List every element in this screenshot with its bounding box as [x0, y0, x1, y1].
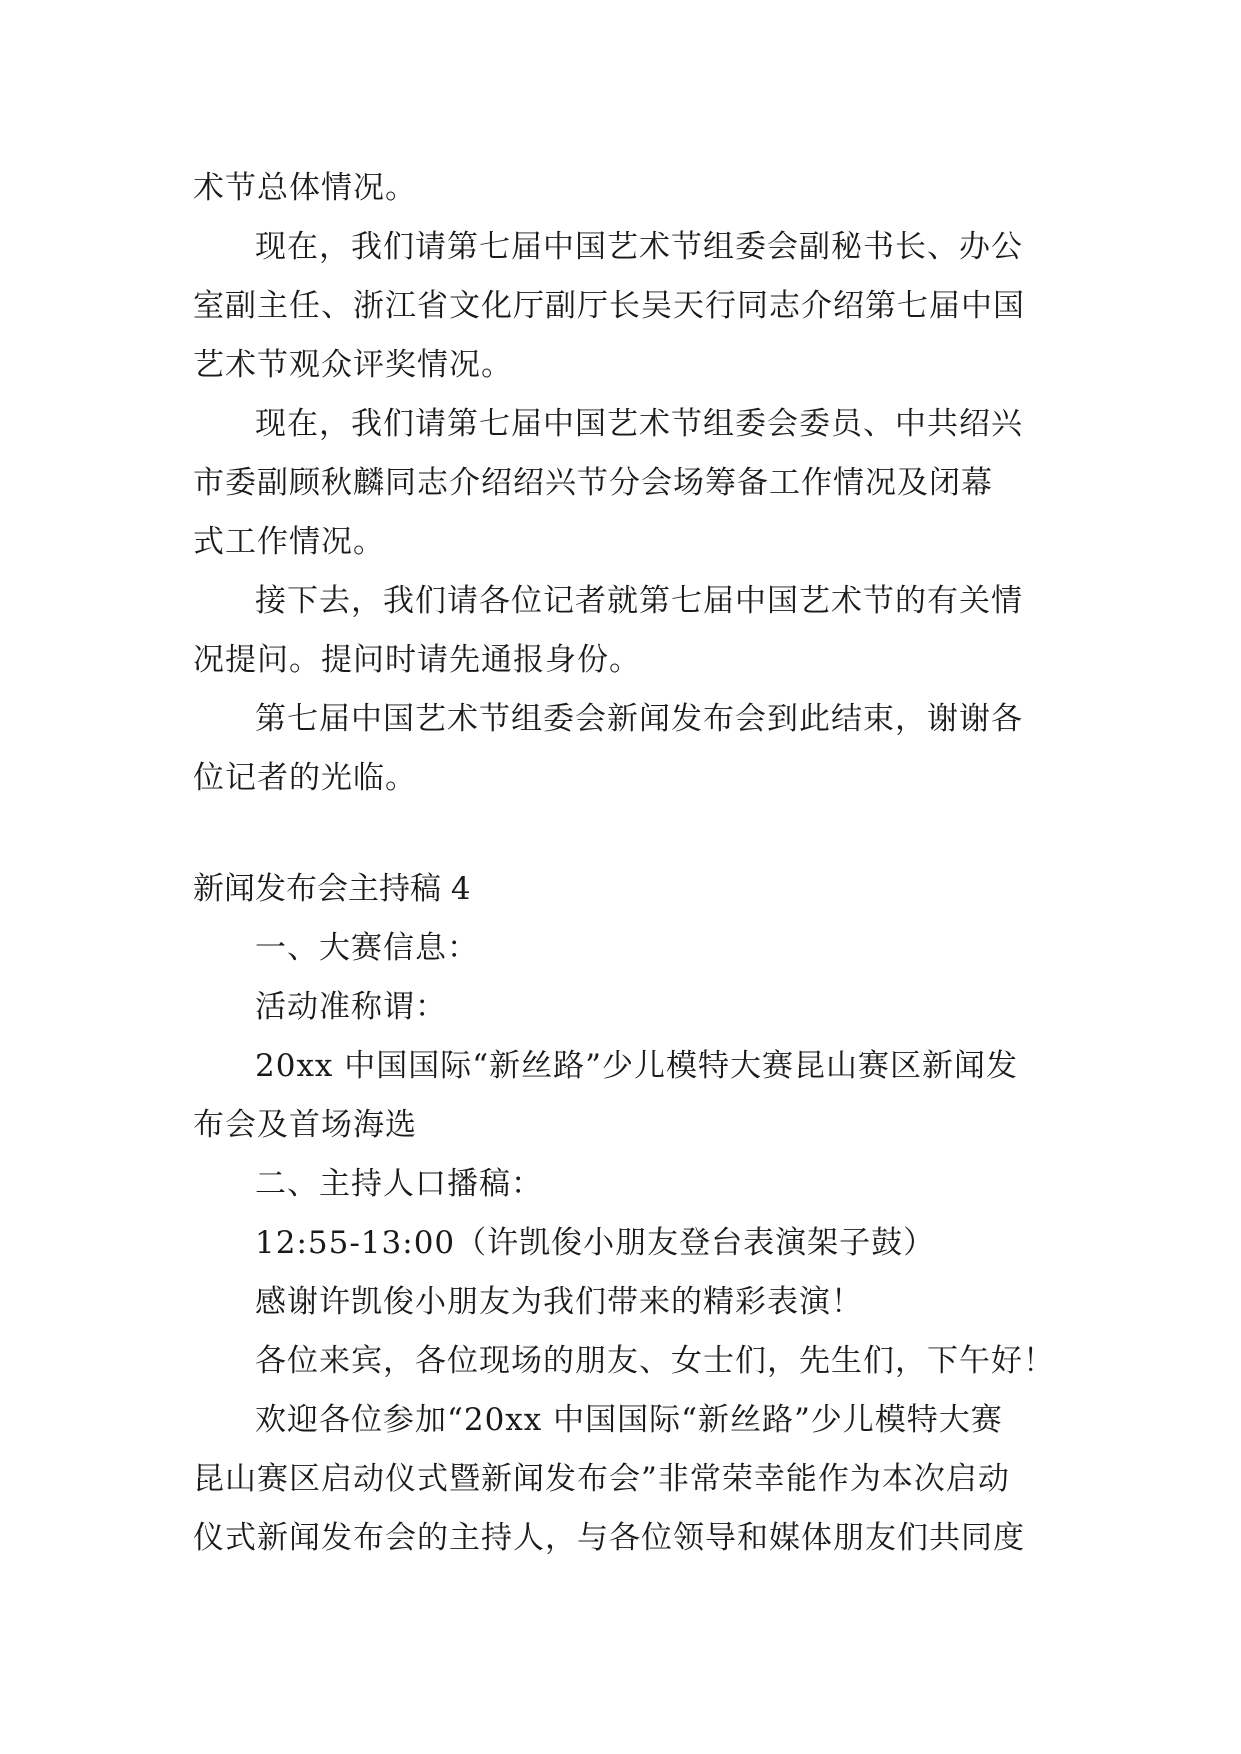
paragraph-line: 况提问。提问时请先通报身份。	[193, 642, 641, 678]
paragraph-line: 二、主持人口播稿：	[255, 1166, 543, 1202]
paragraph-line: 昆山赛区启动仪式暨新闻发布会”非常荣幸能作为本次启动	[193, 1461, 1010, 1497]
paragraph-line: 12:55-13:00（许凯俊小朋友登台表演架子鼓）	[255, 1225, 936, 1261]
paragraph-line: 市委副顾秋麟同志介绍绍兴节分会场筹备工作情况及闭幕	[193, 465, 993, 501]
paragraph-line: 现在，我们请第七届中国艺术节组委会副秘书长、办公	[255, 229, 1023, 265]
paragraph-line: 20xx 中国国际“新丝路”少儿模特大赛昆山赛区新闻发	[255, 1048, 1018, 1084]
paragraph-line: 位记者的光临。	[193, 760, 417, 796]
paragraph-line: 布会及首场海选	[193, 1107, 417, 1143]
paragraph-line: 仪式新闻发布会的主持人，与各位领导和媒体朋友们共同度	[193, 1520, 1025, 1556]
paragraph-line: 现在，我们请第七届中国艺术节组委会委员、中共绍兴	[255, 406, 1023, 442]
paragraph-line: 活动准称谓：	[255, 989, 447, 1025]
paragraph-line: 艺术节观众评奖情况。	[193, 347, 513, 383]
paragraph-line: 式工作情况。	[193, 524, 385, 560]
paragraph-line: 接下去，我们请各位记者就第七届中国艺术节的有关情	[255, 583, 1023, 619]
paragraph-line: 第七届中国艺术节组委会新闻发布会到此结束，谢谢各	[255, 701, 1023, 737]
paragraph-line: 室副主任、浙江省文化厅副厅长吴天行同志介绍第七届中国	[193, 288, 1025, 324]
paragraph-line: 一、大赛信息：	[255, 930, 479, 966]
paragraph-line: 欢迎各位参加“20xx 中国国际“新丝路”少儿模特大赛	[255, 1402, 1003, 1438]
paragraph-line: 各位来宾，各位现场的朋友、女士们，先生们，下午好！	[255, 1343, 1055, 1379]
paragraph-line: 感谢许凯俊小朋友为我们带来的精彩表演！	[255, 1284, 863, 1320]
section-heading: 新闻发布会主持稿 4	[193, 871, 471, 907]
paragraph-line: 术节总体情况。	[193, 170, 417, 206]
